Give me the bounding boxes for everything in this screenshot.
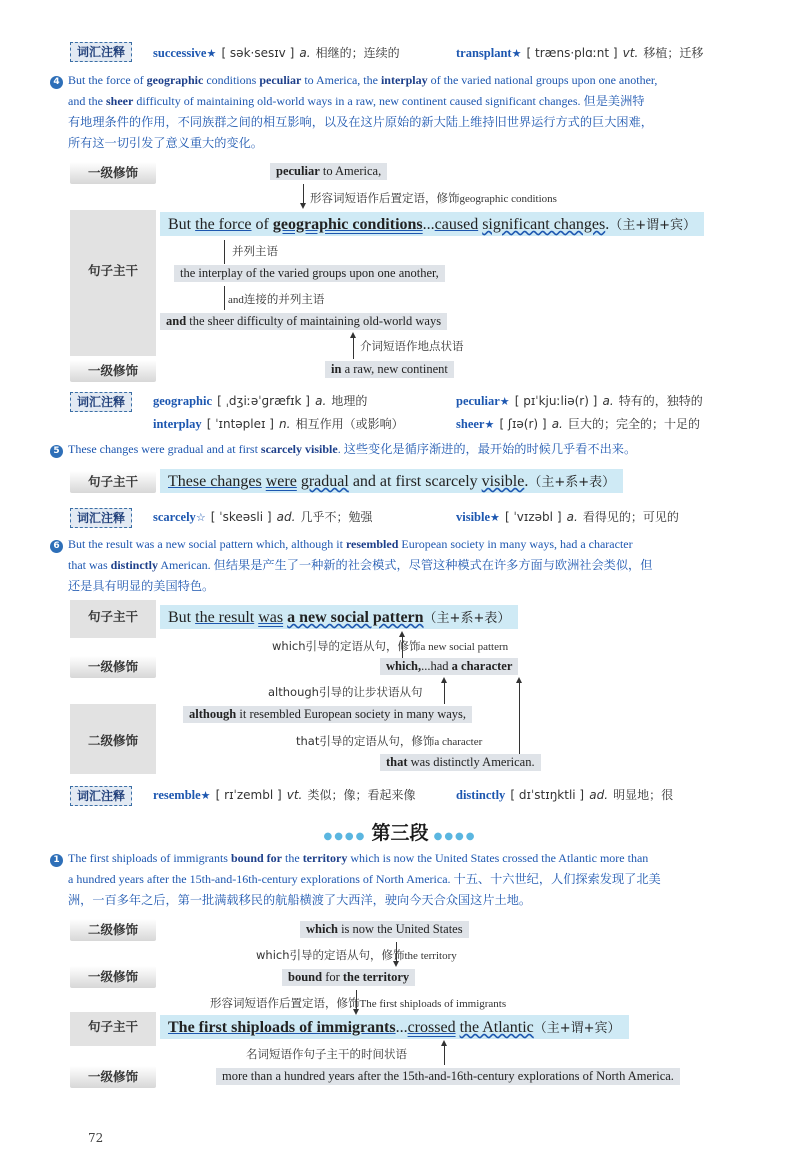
vocab-entry: successive★ [ sək·sesɪv ] a. 相继的；连续的 — [153, 46, 400, 60]
sentence-trunk: But the result was a new social pattern（主+系+表） — [160, 605, 518, 629]
modifier-clause: that was distinctly American. — [380, 754, 541, 771]
definition: 相继的；连续的 — [315, 46, 400, 60]
connector-line — [224, 286, 225, 310]
parallel-subject: and the sheer difficulty of maintaining old-world ways — [160, 313, 447, 330]
vocab-word: sheer — [456, 417, 485, 431]
part-of-speech: vt. — [622, 46, 639, 60]
vocab-entry: transplant★ [ træns·plɑːnt ] vt. 移植；迁移 — [456, 46, 704, 60]
vocab-note-tag: 词汇注释 — [70, 392, 132, 412]
sentence-trunk: The first shiploads of immigrants...crossed the Atlantic（主+谓+宾） — [160, 1015, 629, 1039]
part-of-speech: a. — [299, 46, 311, 60]
vocab-entry: distinctly [ dɪˈstɪŋktli ] ad. 明显地；很 — [456, 788, 674, 802]
page-number: 72 — [88, 1131, 104, 1145]
annotation: 形容词短语作后置定语，修饰The first shiploads of immigrants — [210, 996, 507, 1010]
annotation: which引导的定语从句，修饰the territory — [256, 948, 457, 962]
vocab-entry: sheer★ [ ʃɪə(r) ] a. 巨大的；完全的；十足的 — [456, 417, 700, 431]
vocab-word: peculiar — [456, 394, 500, 408]
vocab-word: resemble — [153, 788, 201, 802]
structure-label: 二级修饰 — [70, 919, 156, 941]
sentence-number: 5 — [50, 445, 63, 458]
arrow-up-icon — [519, 682, 520, 758]
vocab-word: interplay — [153, 417, 202, 431]
dots-decoration: ●●●● — [323, 831, 367, 842]
paragraph-text: These changes were gradual and at first scarcely visible. 这些变化是循序渐进的，最开始的时候几乎看不出来。 — [68, 442, 637, 456]
structure-label: 一级修饰 — [70, 966, 156, 988]
vocab-word: scarcely — [153, 510, 196, 524]
arrow-up-icon — [444, 1045, 445, 1065]
dots-decoration: ●●●● — [433, 831, 477, 842]
paragraph-text: But the result was a new social pattern which, although it resembled European society in many ways, had a character that was distinctly American. 但结果是产生了一种新的社会模式，尽管这种模式在许多方面与欧洲社会类似，但 还是具有明显的美国特色。 — [68, 537, 653, 593]
modifier-phrase: more than a hundred years after the 15th-and-16th-century explorations of North America. — [216, 1068, 680, 1085]
phonetic: [ træns·plɑːnt ] — [526, 46, 618, 60]
structure-label: 一级修饰 — [70, 1066, 156, 1088]
structure-label: 一级修饰 — [70, 162, 156, 184]
annotation: 名词短语作句子主干的时间状语 — [246, 1047, 407, 1061]
structure-label: 一级修饰 — [70, 656, 156, 678]
vocab-word: successive — [153, 46, 207, 60]
vocab-note-tag: 词汇注释 — [70, 508, 132, 528]
structure-label: 句子主干 — [70, 471, 156, 493]
vocab-entry: peculiar★ [ pɪˈkjuːliə(r) ] a. 特有的，独特的 — [456, 394, 703, 408]
annotation: and连接的并列主语 — [228, 292, 325, 306]
vocab-note-tag: 词汇注释 — [70, 42, 132, 62]
arrow-up-icon — [444, 682, 445, 704]
paragraph-text: But the force of geographic conditions peculiar to America, the interplay of the varied national groups upon one another, and the sheer difficulty of maintaining old-world ways in a raw, new continent caused significant changes. 但是美洲特 有地理条件的作用，不同族群之间的相互影响，以及在这片原始的新大陆上维持旧世界运行方式的巨大困难， 所有这一切引发了意义重大的变化。 — [68, 73, 658, 150]
annotation: although引导的让步状语从句 — [268, 685, 423, 699]
vocab-note-tag: 词汇注释 — [70, 786, 132, 806]
structure-label: 句子主干 — [87, 1019, 138, 1034]
vocab-entry: geographic [ ˌdʒiːəˈɡræfɪk ] a. 地理的 — [153, 394, 368, 408]
annotation: 并列主语 — [232, 244, 278, 258]
modifier-clause: which,...had a character — [380, 658, 518, 675]
parallel-subject: the interplay of the varied groups upon one another, — [174, 265, 445, 282]
vocab-entry: scarcely☆ [ ˈskeəsli ] ad. 几乎不；勉强 — [153, 510, 373, 524]
structure-strip — [70, 210, 156, 356]
modifier-clause: although it resembled European society in many ways, — [183, 706, 472, 723]
arrow-down-icon — [303, 184, 304, 204]
vocab-word: visible — [456, 510, 491, 524]
sentence-number: 4 — [50, 76, 63, 89]
sentence-number: 1 — [50, 854, 63, 867]
phonetic: [ sək·sesɪv ] — [221, 46, 295, 60]
annotation: which引导的定语从句，修饰a new social pattern — [272, 639, 509, 653]
vocab-entry: interplay [ ˈɪntəpleɪ ] n. 相互作用（或影响） — [153, 417, 404, 431]
paragraph-text: The first shiploads of immigrants bound for the territory which is now the United States crossed the Atlantic more than a hundred years after the 15th-and-16th-century explorations of North America. 十五、十六世纪，人们探索发现了北美 洲，一百多年之后，第一批满载移民的航船横渡了大西洋，驶向今天合众国这片土地。 — [68, 851, 661, 907]
vocab-entry: visible★ [ ˈvɪzəbl ] a. 看得见的；可见的 — [456, 510, 679, 524]
definition: 移植；迁移 — [643, 46, 704, 60]
sentence-trunk: These changes were gradual and at first scarcely visible.（主+系+表） — [160, 469, 623, 493]
annotation: 形容词短语作后置定语，修饰geographic conditions — [310, 191, 557, 205]
section-title: 第三段 — [371, 822, 429, 844]
connector-line — [224, 240, 225, 264]
vocab-word: transplant — [456, 46, 512, 60]
modifier-phrase: bound for the territory — [282, 969, 415, 986]
sentence-number: 6 — [50, 540, 63, 553]
vocab-word: distinctly — [456, 788, 506, 802]
arrow-up-icon — [353, 337, 354, 359]
structure-label: 句子主干 — [87, 609, 138, 624]
structure-label: 二级修饰 — [87, 733, 138, 748]
modifier-phrase: in a raw, new continent — [325, 361, 454, 378]
sentence-trunk: But the force of geographic conditions...caused significant changes.（主+谓+宾） — [160, 212, 704, 236]
structure-label: 一级修饰 — [70, 360, 156, 382]
structure-label: 句子主干 — [87, 263, 138, 278]
modifier-clause: which is now the United States — [300, 921, 469, 938]
section-heading — [0, 818, 800, 845]
annotation: 介词短语作地点状语 — [360, 339, 464, 353]
vocab-word: geographic — [153, 394, 213, 408]
modifier-phrase: peculiar to America, — [270, 163, 387, 180]
annotation: that引导的定语从句，修饰a character — [296, 734, 483, 748]
vocab-entry: resemble★ [ rɪˈzembl ] vt. 类似；像；看起来像 — [153, 788, 416, 802]
